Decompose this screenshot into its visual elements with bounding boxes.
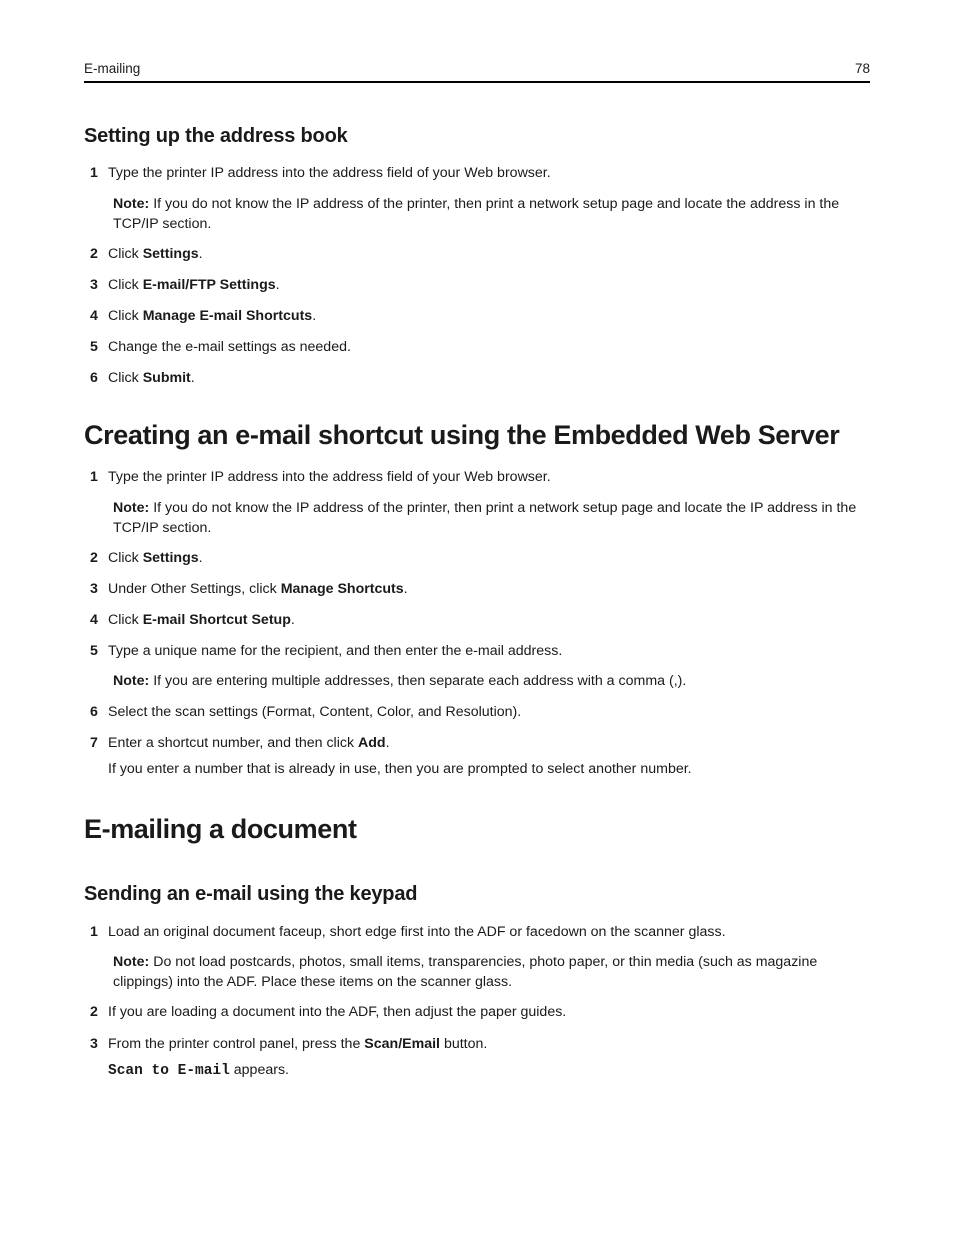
note-text: If you do not know the IP address of the printer, then print a network setup page and locate the IP address in the TCP/IP section. — [113, 500, 857, 536]
step-text: Click E-mail/FTP Settings. — [108, 277, 280, 293]
step-number: 7 — [90, 735, 98, 751]
step-text: Click Manage E-mail Shortcuts. — [108, 308, 317, 324]
ui-term: E-mail Shortcut Setup — [142, 612, 291, 628]
note — [113, 194, 865, 234]
note-label: Note: — [113, 196, 150, 212]
page-number: 78 — [854, 61, 870, 76]
ui-term: Scan/Email — [364, 1036, 441, 1052]
step-text: Select the scan settings (Format, Content, Color, and Resolution). — [108, 704, 522, 720]
header-section-title: E-mailing — [84, 61, 141, 76]
step-text: Under Other Settings, click Manage Shortcuts. — [108, 581, 408, 597]
note-text: If you do not know the IP address of the printer, then print a network setup page and locate the address in the TCP/IP section. — [113, 196, 840, 232]
ui-term: Submit — [142, 370, 191, 386]
step-number: 5 — [90, 643, 98, 659]
step-number: 4 — [90, 612, 98, 628]
step-text: Change the e-mail settings as needed. — [108, 339, 351, 355]
note — [113, 498, 865, 538]
step-number: 6 — [90, 370, 98, 386]
ui-term: Settings — [142, 246, 199, 262]
ui-term: Settings — [142, 550, 199, 566]
ui-term: Manage E-mail Shortcuts — [142, 308, 313, 324]
step-text: From the printer control panel, press the Scan/Email button. — [108, 1036, 488, 1052]
note — [113, 952, 865, 992]
page-header — [84, 61, 870, 83]
step-text: Load an original document faceup, short edge first into the ADF or facedown on the scanner glass. — [108, 924, 726, 940]
step-result-text: If you enter a number that is already in use, then you are prompted to select another number. — [108, 761, 692, 777]
step-number: 2 — [90, 1004, 98, 1020]
ui-term: E-mail/FTP Settings — [142, 277, 276, 293]
note-label: Note: — [113, 954, 150, 970]
note-text: Do not load postcards, photos, small items, transparencies, photo paper, or thin media (such as magazine clippings) into the ADF. Place these items on the scanner glass. — [113, 954, 818, 990]
step-text: Type a unique name for the recipient, and then enter the e-mail address. — [108, 643, 563, 659]
ui-term: Manage Shortcuts — [280, 581, 404, 597]
step-number: 4 — [90, 308, 98, 324]
note — [113, 671, 865, 691]
note-text: If you are entering multiple addresses, then separate each address with a comma (,). — [149, 673, 687, 689]
heading-creating-email-shortcut: Creating an e-mail shortcut using the Embedded Web Server — [84, 420, 840, 450]
step-number: 2 — [90, 246, 98, 262]
heading-emailing-document: E-mailing a document — [84, 814, 357, 844]
ui-term: Add — [358, 735, 386, 751]
step-text: If you are loading a document into the ADF, then adjust the paper guides. — [108, 1004, 567, 1020]
step-text: Click E-mail Shortcut Setup. — [108, 612, 295, 628]
display-message: Scan to E-mail — [108, 1063, 230, 1079]
step-text: Click Settings. — [108, 550, 203, 566]
step-text: Type the printer IP address into the address field of your Web browser. — [108, 469, 551, 485]
step-result-text: Scan to E-mail appears. — [108, 1062, 289, 1079]
note-label: Note: — [113, 673, 150, 689]
heading-sending-email-keypad: Sending an e-mail using the keypad — [84, 883, 418, 905]
step-number: 1 — [90, 924, 98, 940]
step-number: 3 — [90, 581, 98, 597]
step-text: Click Submit. — [108, 370, 195, 386]
step-number: 6 — [90, 704, 98, 720]
step-number: 1 — [90, 469, 98, 485]
step-number: 3 — [90, 1036, 98, 1052]
heading-setting-up-address-book: Setting up the address book — [84, 125, 348, 147]
note-label: Note: — [113, 500, 150, 516]
step-number: 3 — [90, 277, 98, 293]
step-number: 1 — [90, 165, 98, 181]
step-text: Enter a shortcut number, and then click Add. — [108, 735, 390, 751]
step-number: 5 — [90, 339, 98, 355]
step-text: Type the printer IP address into the address field of your Web browser. — [108, 165, 551, 181]
step-number: 2 — [90, 550, 98, 566]
step-text: Click Settings. — [108, 246, 203, 262]
